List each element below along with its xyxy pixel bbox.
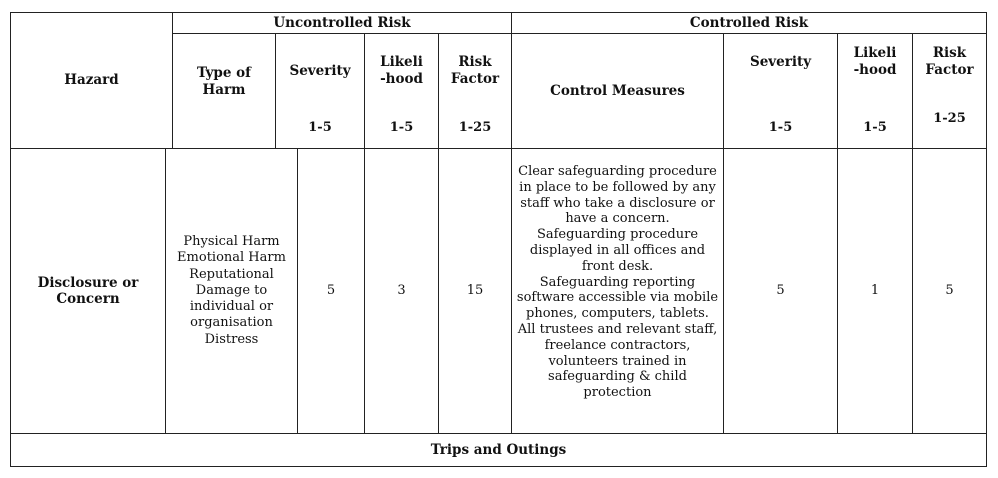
header-risk-factor-range-text: 1-25 — [458, 119, 492, 135]
control-measure-line: staff who take a disclosure or — [520, 195, 715, 211]
controlled-likelihood-cell — [838, 149, 912, 433]
header-c-risk-factor — [913, 34, 986, 94]
header-risk-factor-line1: Risk — [458, 54, 492, 70]
header-severity-range-text: 1-5 — [308, 119, 332, 135]
controlled-severity-cell — [724, 149, 837, 433]
header-likelihood-line2: -hood — [380, 71, 423, 87]
section-row-trips-and-outings — [11, 434, 986, 466]
type-of-harm-list — [177, 234, 286, 348]
uncontrolled-likelihood-value: 3 — [397, 282, 406, 298]
header-uncontrolled-risk — [173, 13, 511, 33]
header-likelihood-line1: Likeli — [380, 54, 423, 70]
header-type-of-harm — [173, 34, 275, 130]
type-of-harm-line: organisation — [190, 315, 273, 331]
hazard-text: Disclosure or Concern — [37, 275, 139, 307]
control-measure-line: phones, computers, tablets. — [526, 306, 709, 322]
control-measure-line: front desk. — [581, 258, 654, 274]
control-measure-line: displayed in all offices and — [529, 242, 706, 258]
control-measures-cell — [512, 149, 723, 433]
controlled-risk-factor-value: 5 — [945, 282, 954, 298]
control-measure-line: Safeguarding reporting — [539, 274, 696, 290]
header-severity — [276, 34, 364, 94]
type-of-harm-line: Physical Harm — [183, 233, 280, 249]
header-c-likelihood-line1: Likeli — [853, 45, 897, 61]
type-of-harm-cell — [166, 149, 297, 433]
header-severity-text: Severity — [289, 63, 351, 79]
control-measure-line: safeguarding & child — [548, 369, 687, 385]
header-hazard-text: Hazard — [64, 72, 119, 89]
header-control-measures-text: Control Measures — [550, 82, 685, 99]
table-border-bottom — [10, 466, 987, 467]
control-measure-line: Clear safeguarding procedure — [518, 164, 717, 179]
table-border-right — [986, 12, 987, 467]
header-likelihood-range — [365, 118, 438, 138]
header-c-likelihood-line2: -hood — [853, 62, 897, 78]
control-measure-line: freelance contractors, — [544, 337, 691, 353]
section-row-text: Trips and Outings — [430, 441, 567, 458]
controlled-likelihood-value: 1 — [870, 282, 880, 298]
header-type-of-harm-text: Type of Harm — [197, 65, 251, 98]
controlled-risk-factor-cell — [913, 149, 986, 433]
controlled-severity-value: 5 — [776, 282, 785, 298]
header-c-risk-factor-range — [913, 109, 986, 129]
control-measure-line: All trustees and relevant staff, — [517, 321, 718, 337]
header-control-measures — [512, 34, 723, 148]
header-c-likelihood-range-text: 1-5 — [863, 119, 887, 135]
header-likelihood-range-text: 1-5 — [389, 119, 414, 135]
header-hazard — [11, 13, 172, 148]
control-measures-list — [517, 164, 718, 401]
header-c-severity-range-text: 1-5 — [768, 119, 793, 135]
header-risk-factor-line2: Factor — [450, 71, 500, 87]
type-of-harm-line: Damage to — [195, 282, 268, 298]
control-measure-line: in place to be followed by any — [519, 179, 716, 195]
type-of-harm-line: Emotional Harm — [177, 250, 286, 266]
control-measure-line: Safeguarding procedure — [536, 227, 699, 243]
header-c-severity-range — [724, 118, 837, 138]
header-risk-factor-range — [439, 118, 511, 138]
type-of-harm-line: Reputational — [189, 266, 274, 282]
control-measure-line: have a concern. — [565, 211, 670, 227]
type-of-harm-line: individual or — [189, 299, 274, 315]
header-c-severity-text: Severity — [749, 54, 812, 70]
uncontrolled-severity-cell — [298, 149, 364, 433]
header-risk-factor — [439, 34, 511, 94]
header-c-severity — [724, 34, 837, 94]
header-c-risk-factor-line1: Risk — [932, 45, 967, 61]
header-c-risk-factor-range-text: 1-25 — [933, 110, 966, 126]
uncontrolled-risk-factor-cell — [439, 149, 511, 433]
header-controlled-risk-text: Controlled Risk — [689, 14, 809, 31]
control-measure-line: protection — [583, 385, 652, 401]
header-c-likelihood — [838, 34, 912, 94]
hazard-cell — [11, 149, 165, 433]
control-measure-line: volunteers trained in — [548, 353, 687, 369]
header-controlled-risk — [512, 13, 986, 33]
uncontrolled-likelihood-cell — [365, 149, 438, 433]
control-measure-line: software accessible via mobile — [516, 290, 719, 306]
uncontrolled-risk-factor-value: 15 — [466, 282, 484, 298]
header-severity-range — [276, 118, 364, 138]
header-likelihood — [365, 34, 438, 94]
header-uncontrolled-risk-text: Uncontrolled Risk — [273, 14, 411, 31]
header-c-likelihood-range — [838, 118, 912, 138]
type-of-harm-line: Distress — [204, 331, 259, 347]
uncontrolled-severity-value: 5 — [326, 282, 336, 298]
header-c-risk-factor-line2: Factor — [925, 62, 974, 78]
